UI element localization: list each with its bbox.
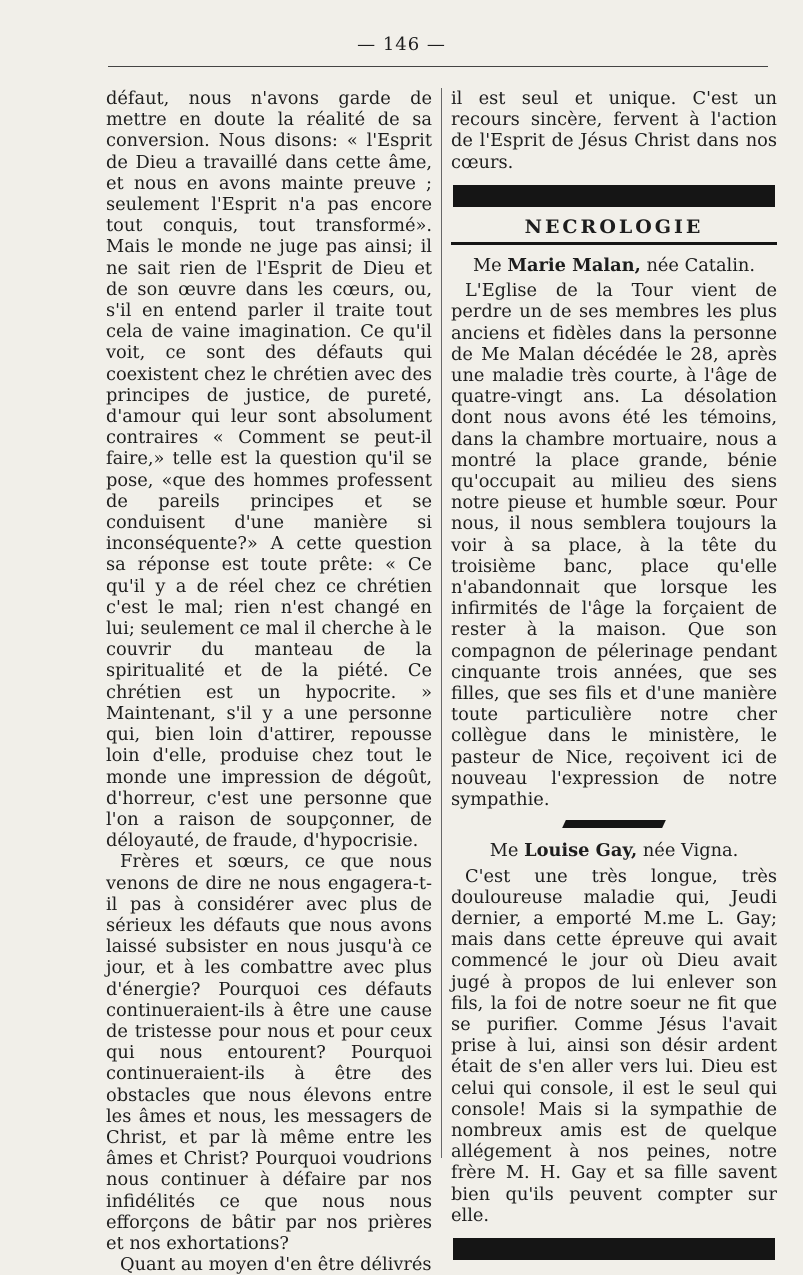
left-paragraph-2: Frères et sœurs, ce que nous venons de dire ne nous engagera-t-il pas à considérer avec plus de sérieux les défauts que nous avons laissé subsister en nous jusqu'à ce jour, et à les combattre avec plus d'énergie? Pourquoi ces défauts continueraient-ils à être une cause de tristesse pour nous et pour ceux qui nous entourent? Pourquoi continueraient-ils à être des obstacles que nous élevons entre les âmes et nous, les messagers de Christ, et par là même entre les âmes et Christ? Pourquoi voudrions nous continuer à défaire par nos infidélités ce que nous nous efforçons de bâtir par nos prières et nos exhortations?	[106, 851, 432, 1254]
left-paragraph-3: Quant au moyen d'en être délivrés	[120, 1254, 432, 1275]
right-intro-paragraph: il est seul et unique. C'est un recours sincère, fervent à l'action de l'Esprit de Jésus Christ dans nos cœurs.	[451, 88, 777, 173]
obituary-prefix: Me	[489, 840, 519, 862]
obituary-maiden-name: née Catalin.	[646, 255, 756, 277]
closing-band	[453, 1238, 775, 1260]
section-separator-band	[453, 185, 775, 207]
section-title: NECROLOGIE	[524, 215, 704, 238]
obituary-heading-1	[451, 255, 777, 276]
obituary-heading-2	[451, 840, 777, 861]
right-column	[451, 88, 777, 1270]
left-paragraph-1: défaut, nous n'avons garde de mettre en doute la réalité de sa conversion. Nous disons: « l'Esprit de Dieu a travaillé dans cette âme, et nous en avons mainte preuve ; seulement l'Esprit n'a pas encore tout conquis, tout transformé». Mais le monde ne juge pas ainsi; il ne sait rien de l'Esprit de Dieu et de son œuvre dans les cœurs, ou, s'il en entend parler il traite tout cela de vaine imagination. Ce qu'il voit, ce sont des défauts qui coexistent chez le chrétien avec des principes de justice, de pureté, d'amour qui leur sont absolument contraires « Comment se peut-il faire,» telle est la question qu'il se pose, «que des hommes professent de pareils principes et se conduisent d'une manière si inconséquente?» A cette question sa réponse est toute prête: « Ce qu'il y a de réel chez ce chrétien c'est le mal; rien n'est changé en lui; seulement ce mal il cherche à le couvrir du manteau de la spiritualité et de la piété. Ce chrétien est un hypocrite. » Maintenant, s'il y a une personne qui, bien loin d'attirer, repousse loin d'elle, produise chez tout le monde une impression de dégoût, d'horreur, c'est une personne que l'on a raison de soupçonner, de déloyauté, de fraude, d'hypocrisie.	[106, 88, 432, 852]
column-divider	[441, 88, 442, 1158]
obituary-name: Marie Malan,	[507, 255, 641, 277]
obituary-maiden-name: née Vigna.	[642, 840, 739, 862]
ornament-divider	[562, 820, 666, 828]
page-number: — 146 —	[357, 34, 446, 55]
left-column	[106, 88, 432, 1275]
section-title-rule	[451, 242, 777, 245]
obituary-text-2: C'est une très longue, très douloureuse maladie qui, Jeudi dernier, a emporté M.me L. Gay; mais dans cette épreuve qui avait commencé le jour où Dieu avait jugé à propos de lui enlever son fils, la foi de notre soeur ne fit que se purifier. Comme Jésus l'avait prise à lui, ainsi son désir ardent était de s'en aller vers lui. Dieu est celui qui console, il est le seul qui console! Mais si la sympathie de nombreux amis est de quelque allégement à nos peines, notre frère M. H. Gay et sa fille savent bien qu'ils peuvent compter sur elle.	[451, 865, 777, 1226]
obituary-prefix: Me	[472, 255, 502, 277]
header-rule	[108, 66, 768, 67]
obituary-name: Louise Gay,	[524, 840, 638, 862]
obituary-text-1: L'Eglise de la Tour vient de perdre un de ses membres les plus anciens et fidèles dans la personne de Me Malan décédée le 28, après une maladie très courte, à l'âge de quatre-vingt ans. La désolation dont nous avons été les témoins, dans la chambre mortuaire, nous a montré la place grande, bénie qu'occupait au milieu des siens notre pieuse et humble sœur. Pour nous, il nous semblera toujours la voir à sa place, à la tête du troisième banc, place qu'elle n'abandonnait que lorsque les infirmités de l'âge la forçaient de rester à la maison. Que son compagnon de pélerinage pendant cinquante trois années, que ses filles, que ses fils et d'une manière toute particulière notre cher collègue dans le ministère, le pasteur de Nice, reçoivent ici de nouveau l'expression de notre sympathie.	[451, 280, 777, 811]
